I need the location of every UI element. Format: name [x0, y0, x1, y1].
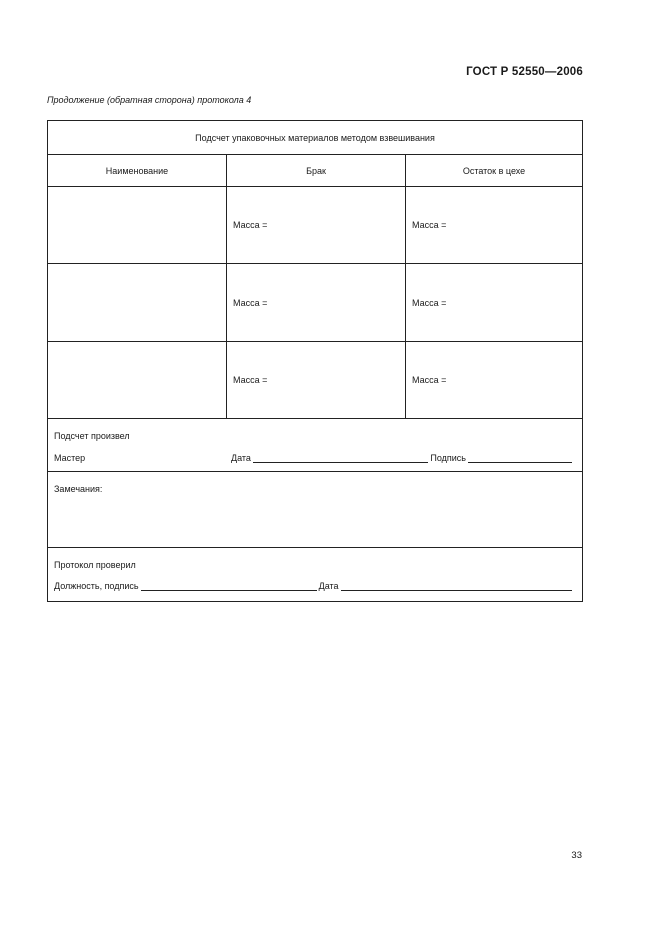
signature-label: Подпись	[430, 453, 466, 463]
checked-date-label: Дата	[318, 581, 339, 591]
checked-date-field[interactable]	[341, 581, 572, 591]
reject-mass-cell[interactable]: Масса =	[226, 187, 405, 263]
page-number: 33	[571, 850, 582, 861]
reject-mass-cell[interactable]: Масса =	[226, 264, 405, 341]
name-cell[interactable]	[48, 342, 226, 418]
position-signature-field[interactable]	[141, 581, 317, 591]
name-cell[interactable]	[48, 187, 226, 263]
protocol-subtitle: Продолжение (обратная сторона) протокола 4	[47, 95, 252, 105]
date-label: Дата	[231, 453, 251, 463]
remainder-mass-cell[interactable]: Масса =	[405, 187, 582, 263]
column-header-reject: Брак	[226, 155, 405, 186]
counted-by-fields	[54, 453, 574, 463]
notes-section[interactable]	[48, 472, 582, 548]
protocol-form	[47, 120, 583, 602]
document-code: ГОСТ Р 52550—2006	[466, 66, 583, 78]
counted-by-section	[48, 419, 582, 472]
table-row	[48, 264, 582, 342]
counted-by-heading: Подсчет произвел	[54, 431, 130, 441]
table-row	[48, 187, 582, 264]
checked-by-fields	[54, 581, 574, 591]
column-header-remainder: Остаток в цехе	[405, 155, 582, 186]
master-label: Мастер	[54, 453, 86, 463]
notes-label: Замечания:	[54, 484, 103, 494]
position-signature-label: Должность, подпись	[54, 581, 139, 591]
checked-by-section	[48, 548, 582, 601]
remainder-mass-cell[interactable]: Масса =	[405, 342, 582, 418]
remainder-mass-cell[interactable]: Масса =	[405, 264, 582, 341]
table-header-row	[48, 155, 582, 187]
checked-by-heading: Протокол проверил	[54, 560, 136, 570]
reject-mass-cell[interactable]: Масса =	[226, 342, 405, 418]
name-cell[interactable]	[48, 264, 226, 341]
signature-field[interactable]	[468, 453, 572, 463]
table-title: Подсчет упаковочных материалов методом взвешивания	[48, 121, 582, 155]
column-header-name: Наименование	[105, 165, 169, 176]
date-field[interactable]	[253, 453, 428, 463]
table-row	[48, 342, 582, 419]
